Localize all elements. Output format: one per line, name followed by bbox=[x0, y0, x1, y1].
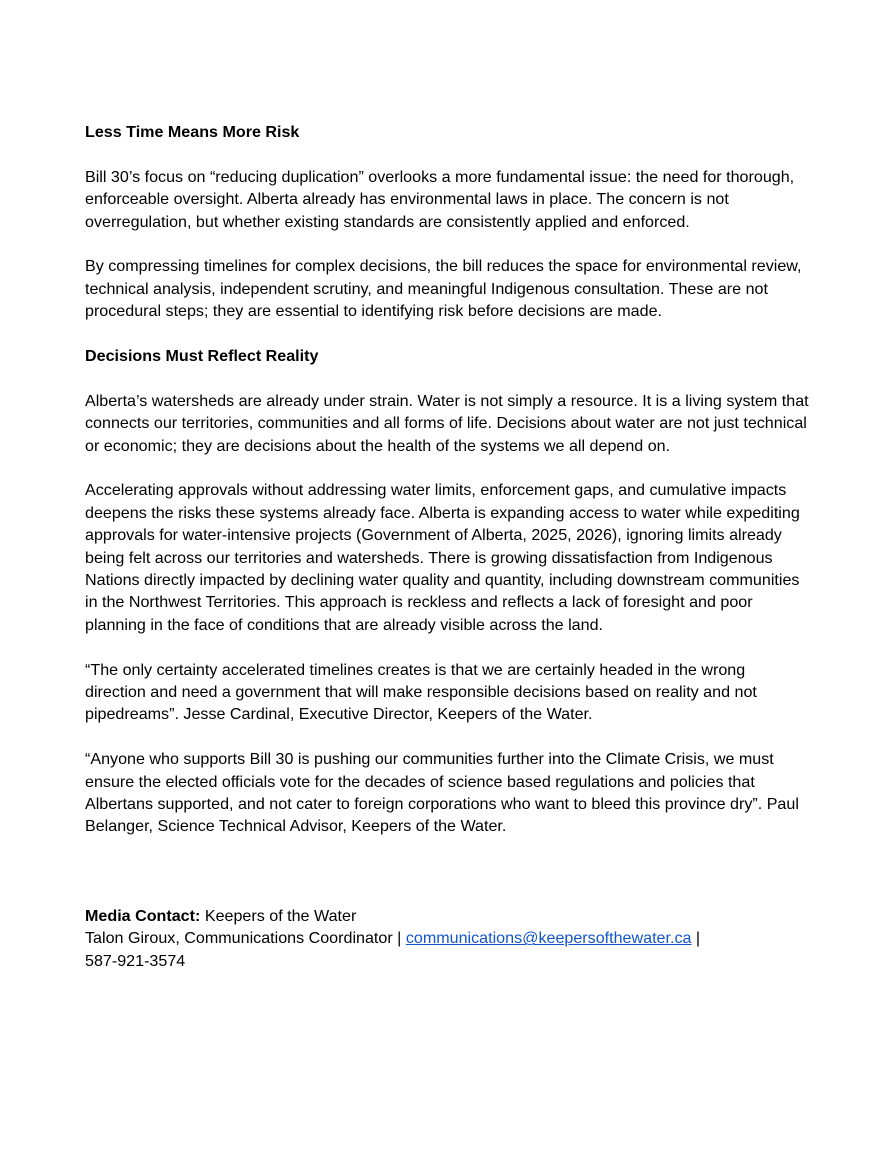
contact-person-line bbox=[85, 927, 809, 949]
media-contact-label: Media Contact: bbox=[85, 907, 201, 926]
media-contact-organization: Keepers of the Water bbox=[200, 907, 357, 926]
spacer bbox=[85, 860, 809, 905]
paragraph-compressing-timelines: By compressing timelines for complex decisions, the bill reduces the space for environmental review, technical analysis, independent scrutiny, and meaningful Indigenous consultation. These are not procedural steps; they are essential to identifying risk before decisions are made. bbox=[85, 257, 802, 321]
quote-paul-belanger: “Anyone who supports Bill 30 is pushing our communities further into the Climate Crisis, we must ensure the elected officials vote for the decades of science based regulations and policies that Albertans supported, and not cater to foreign corporations who want to bleed this province dry”. Paul Belanger, Science Technical Advisor, Keepers of the Water. bbox=[85, 750, 799, 836]
section-heading-less-time: Less Time Means More Risk bbox=[85, 123, 300, 141]
contact-separator: | bbox=[691, 929, 701, 948]
paragraph-accelerating-approvals: Accelerating approvals without addressing water limits, enforcement gaps, and cumulative impacts deepens the risks these systems already face. Alberta is expanding access to water while expediting approvals for water-intensive projects (Government of Alberta, 2025, 2026), ignoring limits already being felt across our territories and watersheds. There is growing dissatisfaction from Indigenous Nations directly impacted by declining water quality and quantity, including downstream communities in the Northwest Territories. This approach is reckless and reflects a lack of foresight and poor planning in the face of conditions that are already visible across the land. bbox=[85, 481, 800, 634]
quote-jesse-cardinal: “The only certainty accelerated timelines creates is that we are certainly headed in the wrong direction and need a government that will make responsible decisions based on reality and not pipedreams”. Jesse Cardinal, Executive Director, Keepers of the Water. bbox=[85, 660, 757, 724]
section-heading-decisions-reality: Decisions Must Reflect Reality bbox=[85, 347, 319, 366]
media-contact-line bbox=[85, 905, 809, 927]
paragraph-watersheds-strain: Alberta’s watersheds are already under strain. Water is not simply a resource. It is a living system that connects our territories, communities and all forms of life. Decisions about water are not just technical or economic; they are decisions about the health of the systems we all depend on. bbox=[85, 391, 809, 455]
paragraph-bill30-focus: Bill 30’s focus on “reducing duplication” overlooks a more fundamental issue: the need for thorough, enforceable oversight. Alberta already has environmental laws in place. The concern is not overregulation, but whether existing standards are consistently applied and enforced. bbox=[85, 167, 795, 231]
contact-phone: 587-921-3574 bbox=[85, 951, 186, 970]
document-page bbox=[85, 121, 809, 972]
contact-email-link[interactable]: communications@keepersofthewater.ca bbox=[405, 929, 692, 948]
media-contact-block bbox=[85, 905, 809, 972]
contact-name-title: Talon Giroux, Communications Coordinator | bbox=[85, 929, 406, 948]
